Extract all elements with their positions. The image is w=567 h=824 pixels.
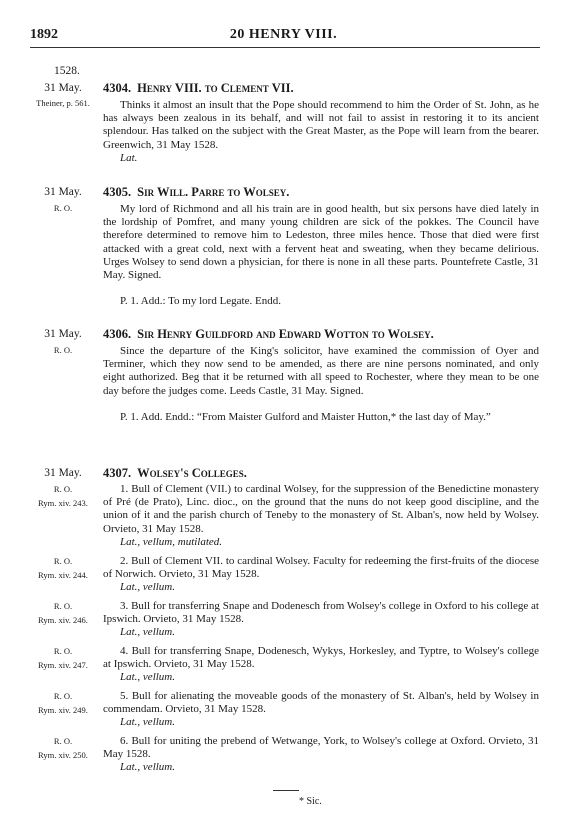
sub-text: 3. Bull for transferring Snape and Dodenesch from Wolsey's college in Oxford to his college at Ipswich. Orvieto, 31 May 1528. — [103, 600, 539, 626]
entry-number: 4307. — [103, 466, 132, 480]
sub-source-ref: Rym. xiv. 243. — [38, 498, 88, 508]
sub-text: 1. Bull of Clement (VII.) to cardinal Wolsey, for the suppression of the Benedictine monastery of Pré (de Prato), Linc. dioc., on the ground that the nuns do not keep good discipline, and the union of it and the parish church of Teneby to the monastery of St. Alban's, now held by Wolsey. Orvieto, 31 May 1528. — [103, 483, 539, 535]
entry-title — [103, 466, 247, 481]
footnote: * Sic. — [299, 796, 322, 807]
sub-text: 6. Bull for uniting the prebend of Wetwange, York, to Wolsey's college at Oxford. Orvieto, 31 May 1528. — [103, 735, 539, 761]
entry-source: R. O. — [53, 345, 73, 355]
entry-body: My lord of Richmond and all his train are in good health, but six persons have died lately in the lordship of Pomfret, and many young children are sick of the pokkes. The Council have therefore determined to remove him to Ledeston, three miles hence. Those that died were first attacked with a great cold, next with a fervent heat and sweating, when they became delirious. Urges Wolsey to send down a physician, for there is none in all these parts. Pountefrete Castle, 31 May. Signed. — [103, 203, 539, 282]
running-head: 20 HENRY VIII. — [229, 27, 338, 42]
entry-note: Lat. — [120, 152, 138, 164]
sub-source: R. O. — [53, 646, 73, 656]
sub-text: 5. Bull for alienating the moveable goods of the monastery of St. Alban's, held by Wolsey in commendam. Orvieto, 31 May 1528. — [103, 690, 539, 716]
sub-note: Lat., vellum. — [120, 671, 175, 683]
sub-source-ref: Rym. xiv. 244. — [38, 570, 88, 580]
header-rule — [30, 47, 540, 48]
sub-source: R. O. — [53, 736, 73, 746]
entry-heading: Wolsey's Colleges. — [137, 466, 247, 480]
sub-source-ref: Rym. xiv. 249. — [38, 705, 88, 715]
entry-date: 31 May. — [44, 328, 82, 340]
entry-number: 4304. — [103, 81, 132, 95]
sub-note: Lat., vellum, mutilated. — [120, 536, 223, 548]
sub-note: Lat., vellum. — [120, 761, 175, 773]
entry-note: P. 1. Add.: To my lord Legate. Endd. — [120, 295, 281, 307]
entry-date: 31 May. — [44, 186, 82, 198]
entry-heading: Henry VIII. to Clement VII. — [137, 81, 294, 95]
entry-date: 31 May. — [44, 82, 82, 94]
sub-source: R. O. — [53, 484, 73, 494]
sub-source: R. O. — [53, 556, 73, 566]
entry-number: 4305. — [103, 185, 132, 199]
year-label: 1528. — [54, 65, 80, 77]
sub-note: Lat., vellum. — [120, 716, 175, 728]
entry-body: Since the departure of the King's solicitor, have examined the commission of Oyer and Terminer, which they now send to be amended, as there are nine persons nominated, and only eight authorized. Beg that it be returned with all speed to Rochester, where they mean to be one day before the judges come. Leeds Castle, 31 May. Signed. — [103, 345, 539, 397]
page-number: 1892 — [30, 27, 58, 42]
footnote-rule — [273, 790, 299, 791]
sub-source-ref: Rym. xiv. 250. — [38, 750, 88, 760]
entry-title — [103, 81, 294, 96]
sub-text: 2. Bull of Clement VII. to cardinal Wolsey. Faculty for redeeming the first-fruits of the diocese of Norwich. Orvieto, 31 May 1528. — [103, 555, 539, 581]
sub-source: R. O. — [53, 601, 73, 611]
sub-note: Lat., vellum. — [120, 581, 175, 593]
entry-note: P. 1. Add. Endd.: “From Maister Gulford and Maister Hutton,* the last day of May.” — [120, 411, 491, 423]
page-header — [0, 0, 567, 40]
entry-title — [103, 327, 434, 342]
entry-heading: Sir Henry Guildford and Edward Wotton to Wolsey. — [137, 327, 434, 341]
sub-source-ref: Rym. xiv. 247. — [38, 660, 88, 670]
entry-date: 31 May. — [44, 467, 82, 479]
entry-source: Theiner, p. 561. — [36, 98, 90, 108]
sub-source-ref: Rym. xiv. 246. — [38, 615, 88, 625]
sub-source: R. O. — [53, 691, 73, 701]
entry-title — [103, 185, 289, 200]
entry-heading: Sir Will. Parre to Wolsey. — [137, 185, 290, 199]
sub-text: 4. Bull for transferring Snape, Dodenesch, Wykys, Horkesley, and Typtre, to Wolsey's college at Ipswich. Orvieto, 31 May 1528. — [103, 645, 539, 671]
entry-number: 4306. — [103, 327, 132, 341]
sub-note: Lat., vellum. — [120, 626, 175, 638]
entry-body: Thinks it almost an insult that the Pope should recommend to him the Order of St. John, as he has always been zealous in its behalf, and will not fail to assist in restoring it to its ancient splendour. Has talked on the subject with the Great Master, as the Pope will learn from the bearer. Greenwich, 31 May 1528. — [103, 99, 539, 151]
entry-source: R. O. — [53, 203, 73, 213]
